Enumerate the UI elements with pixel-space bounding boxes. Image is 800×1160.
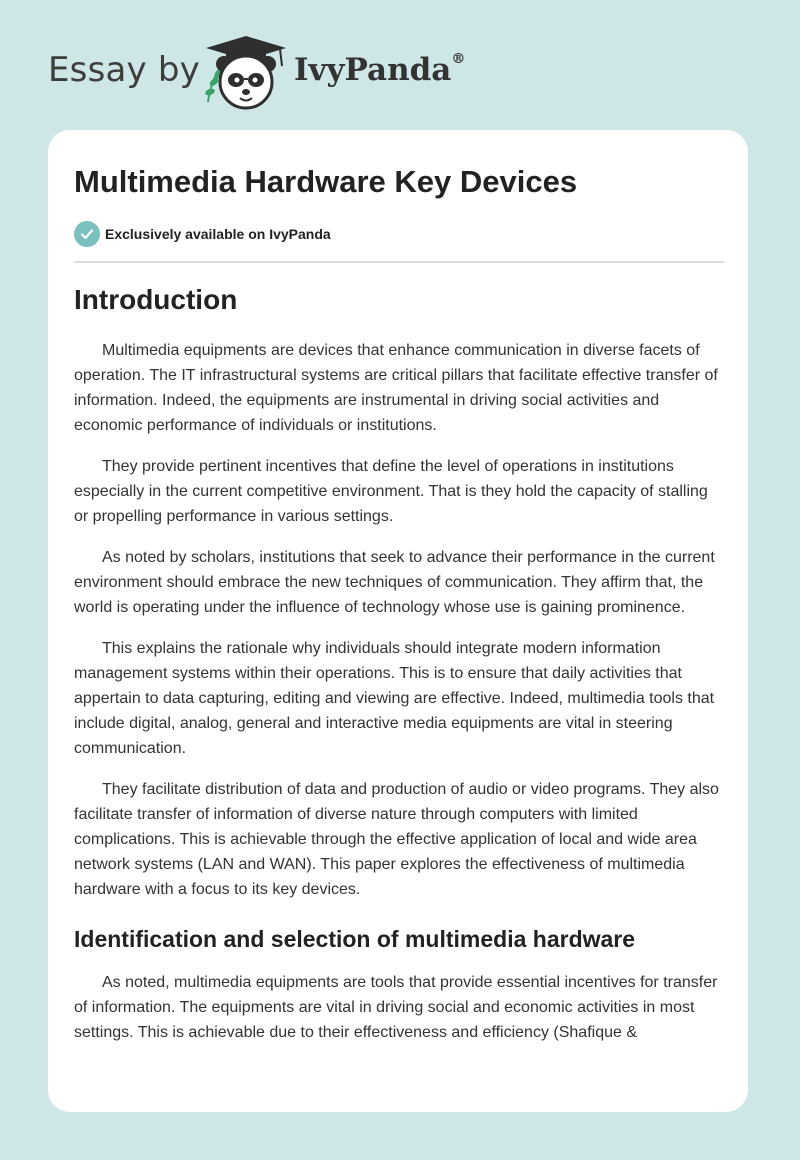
section-heading-identification: Identification and selection of multimedia hardware [74, 926, 636, 952]
title-divider [74, 261, 724, 263]
page-title: Multimedia Hardware Key Devices [74, 164, 578, 199]
paragraph: They facilitate distribution of data and production of audio or video programs. They also facilitate transfer of information of diverse nature through computers with limited complications. This is achievable through the effective application of local and wide area network systems (LAN and WAN). This paper explores the effectiveness of multimedia hardware with a focus to its key devices. [74, 781, 719, 898]
essay-content [74, 282, 724, 1045]
paragraph: As noted, multimedia equipments are tools that provide essential incentives for transfer of information. The equipments are vital in driving social and economic activities in most settings. This is achievable due to their effectiveness and efficiency (Shafique & [74, 974, 718, 1041]
brand-prefix: Essay by [48, 50, 200, 90]
brand-name-text: IvyPanda [294, 52, 452, 88]
section-heading-introduction: Introduction [74, 284, 238, 315]
essay-card [48, 130, 748, 1112]
paragraph: This explains the rationale why individuals should integrate modern information management systems within their operations. This is to ensure that daily activities that appertain to data capturing, editing and viewing are effective. Indeed, multimedia tools that include digital, analog, general and interactive media equipments are vital in steering communication. [74, 640, 715, 757]
paragraph: Multimedia equipments are devices that enhance communication in diverse facets of operation. The IT infrastructural systems are critical pillars that facilitate effective transfer of information. Indeed, the equipments are instrumental in driving social activities and economic performance of individuals or institutions. [74, 342, 718, 434]
registered-mark: ® [451, 50, 466, 67]
paragraph: As noted by scholars, institutions that seek to advance their performance in the current environment should embrace the new techniques of communication. They affirm that, the world is operating under the influence of technology whose use is gaining prominence. [74, 549, 715, 616]
check-icon [74, 221, 100, 247]
site-header [48, 30, 548, 110]
exclusive-badge-label: Exclusively available on IvyPanda [105, 226, 331, 242]
brand-name[interactable] [294, 52, 465, 88]
exclusive-badge [74, 221, 331, 247]
panda-graduate-icon[interactable] [200, 32, 292, 112]
paragraph: They provide pertinent incentives that define the level of operations in institutions especially in the current competitive environment. That is they hold the capacity of stalling or propelling performance in various settings. [74, 458, 708, 525]
